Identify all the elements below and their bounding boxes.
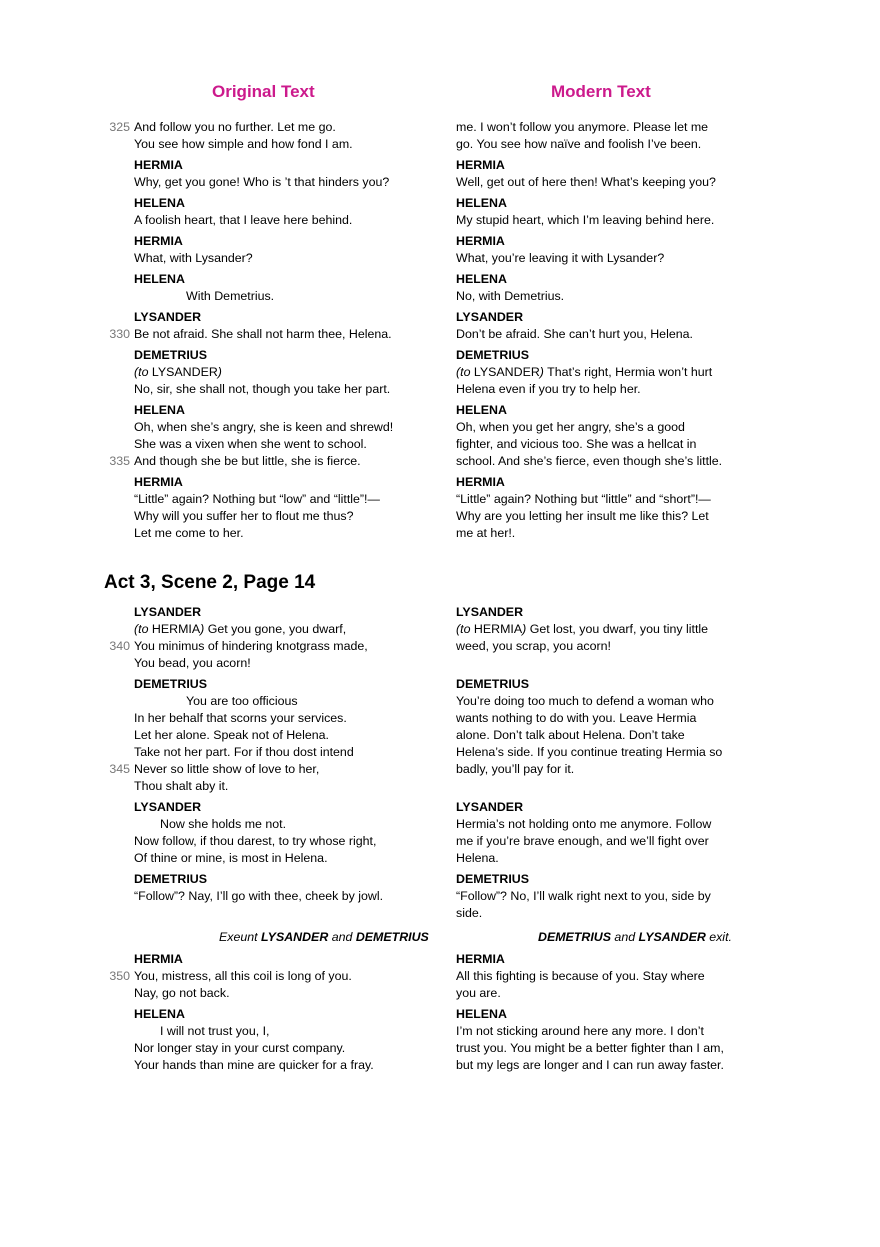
modern-line: “Little” again? Nothing but “little” and “short”!— (456, 492, 711, 506)
speaker-name: HERMIA (456, 234, 505, 248)
line-text: No, sir, she shall not, though you take her part. (134, 382, 391, 396)
original-block (134, 474, 434, 542)
verse-line (134, 1040, 434, 1057)
verse-line (134, 850, 434, 867)
line-text: She was a vixen when she went to school. (134, 437, 367, 451)
speaker-name: HELENA (456, 272, 507, 286)
verse-line (134, 833, 434, 850)
verse-line (134, 621, 434, 638)
speaker-name: LYSANDER (456, 800, 524, 814)
modern-line: Hermia’s not holding onto me anymore. Follow (456, 817, 712, 831)
line-number: 340 (109, 639, 130, 653)
line-text: (to HERMIA) Get you gone, you dwarf, (134, 622, 347, 636)
modern-block (456, 402, 746, 470)
original-block (109, 309, 434, 343)
modern-block (456, 347, 746, 398)
modern-line: side. (456, 906, 483, 920)
line-text: Thou shalt aby it. (134, 779, 229, 793)
modern-block (456, 676, 746, 778)
line-text: With Demetrius. (186, 289, 275, 303)
original-block (109, 676, 434, 795)
modern-block (456, 871, 746, 922)
speaker-name: HERMIA (134, 475, 183, 489)
modern-block (456, 157, 746, 191)
dialogue-row (0, 871, 880, 922)
modern-line: Helena. (456, 851, 499, 865)
dialogue-row (0, 676, 880, 795)
modern-line: badly, you’ll pay for it. (456, 762, 575, 776)
verse-line (134, 744, 434, 761)
modern-line: weed, you scrap, you acorn! (456, 639, 611, 653)
modern-block (456, 195, 746, 229)
speaker-name: DEMETRIUS (456, 872, 529, 886)
line-text: You, mistress, all this coil is long of you. (134, 969, 352, 983)
act-scene-heading: Act 3, Scene 2, Page 14 (104, 572, 316, 593)
verse-line (134, 491, 434, 508)
original-text-heading: Original Text (212, 82, 315, 101)
modern-line: but my legs are longer and I can run away faster. (456, 1058, 724, 1072)
verse-line (134, 888, 434, 905)
speaker-name: LYSANDER (134, 310, 202, 324)
modern-line: (to LYSANDER) That’s right, Hermia won’t hurt (456, 365, 713, 379)
verse-line (134, 1057, 434, 1074)
dialogue-row (0, 799, 880, 867)
modern-line: No, with Demetrius. (456, 289, 565, 303)
verse-line (134, 436, 434, 453)
modern-line: Oh, when you get her angry, she’s a good (456, 420, 685, 434)
verse-line (134, 419, 434, 436)
verse-line (134, 364, 434, 381)
speaker-name: HELENA (134, 196, 185, 210)
modern-line: Well, get out of here then! What’s keeping you? (456, 175, 716, 189)
modern-line: “Follow”? No, I’ll walk right next to you, side by (456, 889, 711, 903)
modern-block (456, 474, 746, 542)
speaker-name: HERMIA (456, 475, 505, 489)
line-text: Nor longer stay in your curst company. (134, 1041, 346, 1055)
verse-line (109, 326, 434, 343)
speaker-name: HELENA (456, 1007, 507, 1021)
line-text: A foolish heart, that I leave here behind. (134, 213, 353, 227)
verse-line (109, 761, 434, 778)
line-text: Let her alone. Speak not of Helena. (134, 728, 329, 742)
original-block (109, 402, 434, 470)
dialogue-row (0, 195, 880, 229)
original-block (134, 1006, 434, 1074)
speaker-name: DEMETRIUS (134, 348, 207, 362)
line-text: You are too officious (186, 694, 298, 708)
verse-line (134, 136, 434, 153)
dialogue-row (0, 309, 880, 343)
line-text: Your hands than mine are quicker for a fray. (134, 1058, 374, 1072)
dialogue-row (0, 233, 880, 267)
original-block (109, 951, 434, 1002)
modern-block (456, 271, 746, 305)
verse-line (134, 508, 434, 525)
speaker-name: HELENA (134, 272, 185, 286)
speaker-name: DEMETRIUS (456, 677, 529, 691)
modern-block (456, 1006, 746, 1074)
original-block (109, 119, 434, 153)
modern-text-heading: Modern Text (551, 82, 651, 101)
dialogue-row (0, 402, 880, 470)
line-text: (to LYSANDER) (134, 365, 222, 379)
line-text: Of thine or mine, is most in Helena. (134, 851, 328, 865)
speaker-name: HELENA (134, 1007, 185, 1021)
speaker-name: HELENA (456, 196, 507, 210)
verse-line (109, 968, 434, 985)
original-block (109, 604, 434, 672)
line-text: Let me come to her. (134, 526, 244, 540)
original-block (134, 271, 434, 305)
line-text: In her behalf that scorns your services. (134, 711, 347, 725)
line-text: You see how simple and how fond I am. (134, 137, 353, 151)
modern-line: school. And she’s fierce, even though she’s little. (456, 454, 723, 468)
speaker-name: LYSANDER (456, 310, 524, 324)
stage-direction-original: Exeunt LYSANDER and DEMETRIUS (219, 930, 429, 944)
line-text: Never so little show of love to her, (134, 762, 320, 776)
dialogue-row (0, 474, 880, 542)
line-text: What, with Lysander? (134, 251, 253, 265)
dialogue-row (0, 119, 880, 153)
speaker-name: LYSANDER (456, 605, 524, 619)
speaker-name: HELENA (456, 403, 507, 417)
modern-block (456, 951, 746, 1002)
modern-line: Why are you letting her insult me like this? Let (456, 509, 709, 523)
verse-line (134, 778, 434, 795)
stage-name-2: LYSANDER (638, 930, 706, 944)
dialogue-row (0, 1006, 880, 1074)
verse-line (134, 816, 434, 833)
verse-line (134, 655, 434, 672)
original-block (134, 871, 434, 905)
modern-line: You’re doing too much to defend a woman who (456, 694, 714, 708)
modern-block (456, 799, 746, 867)
verse-line (109, 638, 434, 655)
modern-line: trust you. You might be a better fighter than I am, (456, 1041, 724, 1055)
line-number: 350 (109, 969, 130, 983)
modern-line: alone. Don’t talk about Helena. Don’t take (456, 728, 685, 742)
dialogue-row (0, 271, 880, 305)
line-number: 330 (109, 327, 130, 341)
line-number: 335 (109, 454, 130, 468)
line-text: And though she be but little, she is fierce. (134, 454, 361, 468)
modern-block (456, 604, 746, 655)
line-text: Oh, when she’s angry, she is keen and shrewd! (134, 420, 394, 434)
verse-line (134, 727, 434, 744)
modern-line: me. I won’t follow you anymore. Please let me (456, 120, 709, 134)
stage-name-1: LYSANDER (261, 930, 329, 944)
verse-line (134, 250, 434, 267)
line-number: 325 (109, 120, 130, 134)
speaker-name: HERMIA (134, 158, 183, 172)
line-text: Be not afraid. She shall not harm thee, Helena. (134, 327, 392, 341)
modern-line: I’m not sticking around here any more. I don’t (456, 1024, 704, 1038)
line-number: 345 (109, 762, 130, 776)
line-text: “Little” again? Nothing but “low” and “little”!— (134, 492, 380, 506)
verse-line (134, 525, 434, 542)
line-text: Why will you suffer her to flout me thus? (134, 509, 354, 523)
modern-line: Don’t be afraid. She can’t hurt you, Helena. (456, 327, 693, 341)
modern-line: wants nothing to do with you. Leave Hermia (456, 711, 697, 725)
speaker-name: DEMETRIUS (456, 348, 529, 362)
verse-line (134, 174, 434, 191)
stage-direction-modern: DEMETRIUS and LYSANDER exit. (538, 930, 732, 944)
dialogue-row (0, 604, 880, 672)
line-text: I will not trust you, I, (160, 1024, 270, 1038)
speaker-name: DEMETRIUS (134, 677, 207, 691)
verse-line (134, 381, 434, 398)
modern-line: Helena’s side. If you continue treating Hermia so (456, 745, 723, 759)
dialogue-row (0, 347, 880, 398)
dialogue-row (0, 951, 880, 1002)
line-text: Take not her part. For if thou dost intend (134, 745, 354, 759)
stage-name-2: DEMETRIUS (355, 930, 429, 944)
verse-line (134, 1023, 434, 1040)
modern-line: me at her!. (456, 526, 516, 540)
speaker-name: HERMIA (134, 234, 183, 248)
speaker-name: DEMETRIUS (134, 872, 207, 886)
verse-line (134, 693, 434, 710)
verse-line (134, 710, 434, 727)
original-block (134, 347, 434, 398)
speaker-name: LYSANDER (134, 605, 202, 619)
speaker-name: HERMIA (134, 952, 183, 966)
modern-block (456, 309, 746, 343)
line-text: Now follow, if thou darest, to try whose right, (134, 834, 377, 848)
original-block (134, 799, 434, 867)
original-block (134, 233, 434, 267)
speaker-name: HERMIA (456, 952, 505, 966)
verse-line (109, 119, 434, 136)
modern-line: you are. (456, 986, 501, 1000)
verse-line (134, 288, 434, 305)
line-text: Now she holds me not. (160, 817, 287, 831)
speaker-name: HERMIA (456, 158, 505, 172)
line-text: Why, get you gone! Who is ’t that hinders you? (134, 175, 390, 189)
speaker-name: HELENA (134, 403, 185, 417)
line-text: You minimus of hindering knotgrass made, (134, 639, 368, 653)
verse-line (109, 453, 434, 470)
modern-block (456, 233, 746, 267)
original-block (134, 195, 434, 229)
dialogue-row (0, 157, 880, 191)
verse-line (134, 212, 434, 229)
modern-line: All this fighting is because of you. Stay where (456, 969, 705, 983)
modern-line: (to HERMIA) Get lost, you dwarf, you tiny little (456, 622, 709, 636)
line-text: Nay, go not back. (134, 986, 230, 1000)
modern-line: My stupid heart, which I’m leaving behind here. (456, 213, 715, 227)
modern-line: Helena even if you try to help her. (456, 382, 641, 396)
stage-name-1: DEMETRIUS (538, 930, 611, 944)
original-block (134, 157, 434, 191)
modern-line: fighter, and vicious too. She was a hellcat in (456, 437, 697, 451)
line-text: You bead, you acorn! (134, 656, 251, 670)
line-text: “Follow”? Nay, I’ll go with thee, cheek by jowl. (134, 889, 384, 903)
line-text: And follow you no further. Let me go. (134, 120, 336, 134)
modern-line: go. You see how naïve and foolish I’ve been. (456, 137, 702, 151)
verse-line (134, 985, 434, 1002)
modern-line: me if you’re brave enough, and we’ll fight over (456, 834, 709, 848)
speaker-name: LYSANDER (134, 800, 202, 814)
modern-block (456, 119, 746, 153)
modern-line: What, you’re leaving it with Lysander? (456, 251, 665, 265)
